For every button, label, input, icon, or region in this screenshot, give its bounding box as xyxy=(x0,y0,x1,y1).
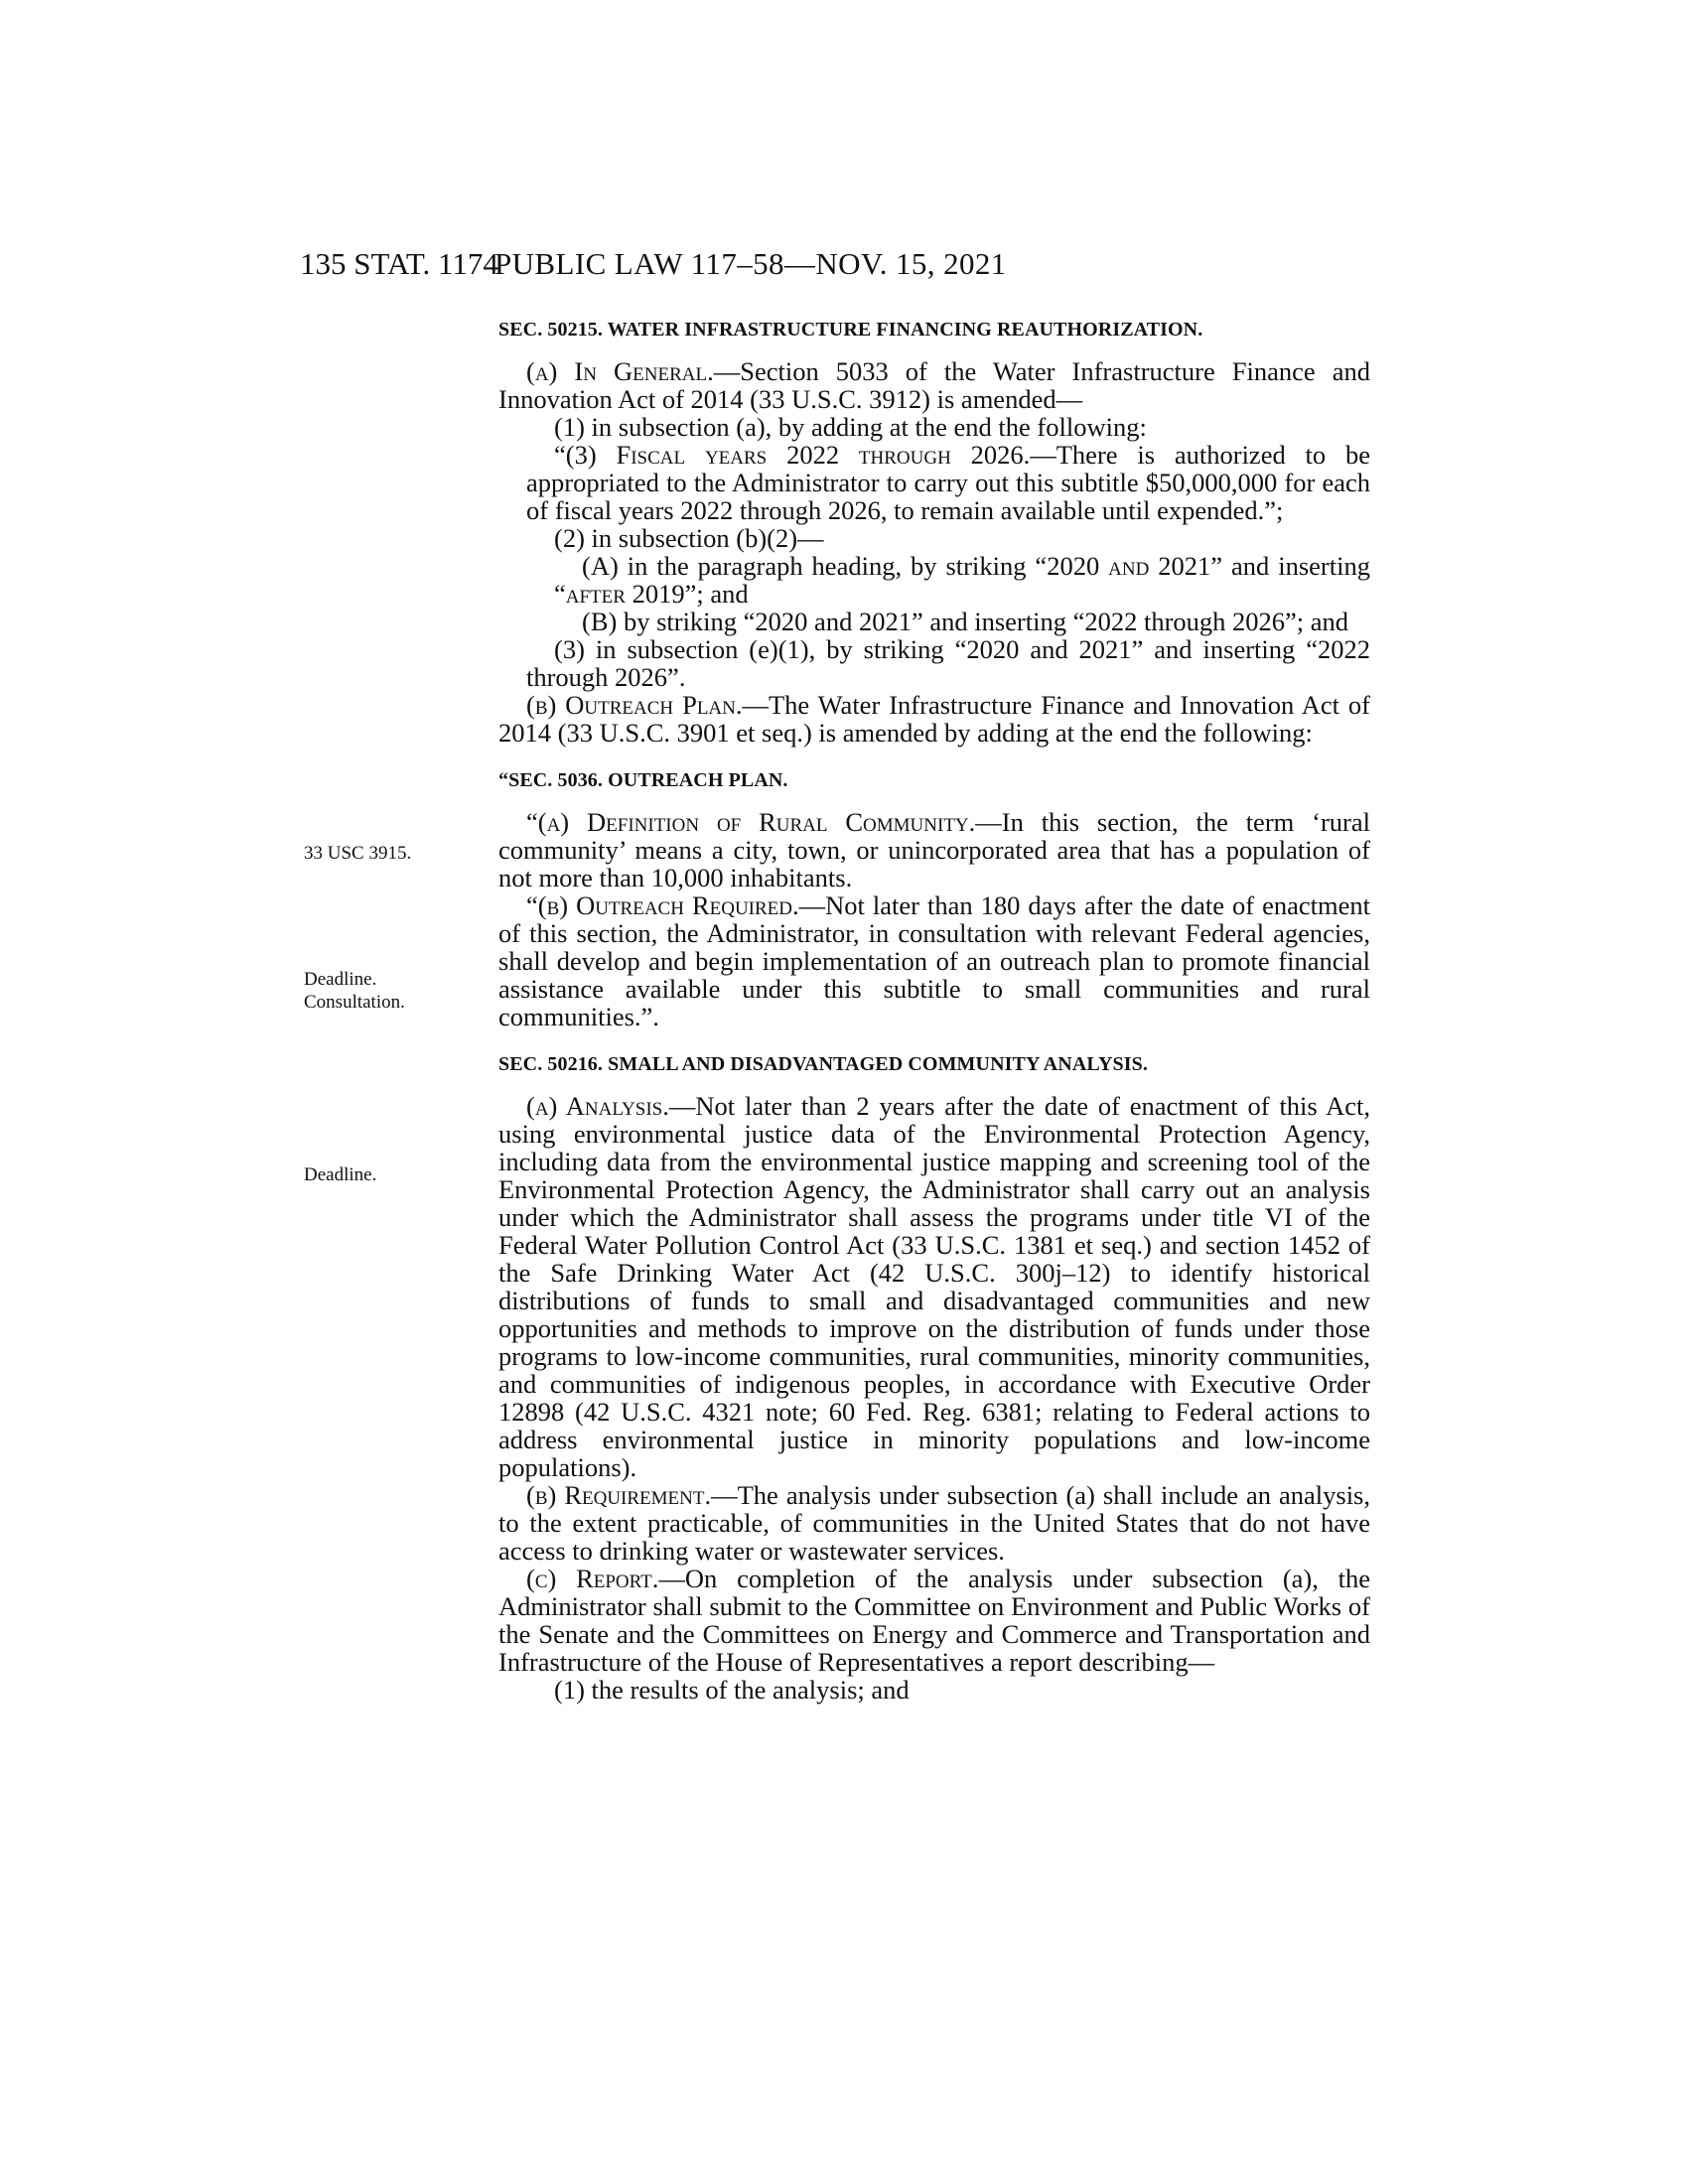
section-50216-b xyxy=(498,1481,1370,1565)
section-50215-a2: (2) in subsection (b)(2)— xyxy=(554,523,824,553)
section-50215-b xyxy=(498,691,1370,747)
public-law-title: PUBLIC LAW 117–58—NOV. 15, 2021 xyxy=(494,246,1007,281)
section-50215-a3: (3) in subsection (e)(1), by striking “2020 and 2021” and inserting “2022 through 2026”. xyxy=(526,634,1370,692)
section-50216-c1: (1) the results of the analysis; and xyxy=(554,1675,910,1705)
section-5036-a xyxy=(498,808,1370,891)
subsection-text: —Not later than 2 years after the date of enactment of this Act, using environmental justice data of the Environmental Protection Agency, including data from the environmental justice mapping and screening tool of the Environmental Protection Agency, the Administrator shall carry out an analysis under which the Administrator shall assess the programs under title VI of the Federal Water Pollution Control Act (33 U.S.C. 1381 et seq.) and section 1452 of the Safe Drinking Water Act (42 U.S.C. 300j–12) to identify historical distributions of funds to small and disadvantaged communities and new opportunities and methods to improve on the distribution of funds under those programs to low-income communities, rural communities, minority communities, and communities of indigenous peoples, in accordance with Executive Order 12898 (42 U.S.C. 4321 note; 60 Fed. Reg. 6381; relating to Federal actions to address environmental justice in minority populations and low-income populations). xyxy=(498,1091,1371,1482)
text-part: after 2019 xyxy=(565,579,685,609)
subsection-text: —The Water Infrastructure Finance and Innovation Act of 2014 (33 U.S.C. 3901 et seq.) is amended by adding at the end the following: xyxy=(498,690,1371,748)
section-50215-a2-A xyxy=(498,552,1370,608)
subsection-label: (b) Requirement. xyxy=(526,1480,712,1510)
subsection-label: “(a) Definition of Rural Community. xyxy=(526,807,976,837)
quote-text: —There is authorized to be appropriated to the Administrator to carry out this subtitle $50,000,000 for each of fiscal years 2022 through 2026, to remain available until expended.”; xyxy=(526,440,1370,525)
text-part: ” and inserting “ xyxy=(554,551,1370,609)
subsection-label: (c) Report. xyxy=(526,1564,659,1593)
subsection-text: —In this section, the term ‘rural community’ means a city, town, or unincorporated area that has a population of not more than 10,000 inhabitants. xyxy=(498,807,1370,892)
page-header xyxy=(300,246,1370,290)
subsection-label: (a) In General. xyxy=(526,356,714,386)
section-50215-a1: (1) in subsection (a), by adding at the end the following: xyxy=(554,412,1147,442)
section-5036-b xyxy=(498,891,1370,1030)
margin-note-deadline-2: Deadline. xyxy=(304,1164,377,1185)
subsection-label: (b) Outreach Plan. xyxy=(526,690,743,720)
quote-label: “(3) Fiscal years 2022 through 2026. xyxy=(554,440,1031,470)
section-50216-c xyxy=(498,1565,1370,1676)
subsection-text: —The analysis under subsection (a) shall include an analysis, to the extent practicable, of communities in the United States that do not have access to drinking water or wastewater services. xyxy=(498,1480,1370,1566)
section-heading-50216: SEC. 50216. SMALL AND DISADVANTAGED COMMUNITY ANALYSIS. xyxy=(498,1053,1148,1075)
text-part: (A) in the paragraph heading, by striking “ xyxy=(582,551,1048,581)
subsection-label: (a) Analysis. xyxy=(526,1091,669,1121)
margin-note-consultation: Consultation. xyxy=(304,992,405,1013)
page-body xyxy=(498,316,1370,1704)
section-heading-50215: SEC. 50215. WATER INFRASTRUCTURE FINANCING REAUTHORIZATION. xyxy=(498,319,1203,341)
margin-note-usc: 33 USC 3915. xyxy=(304,843,412,864)
section-50215-a xyxy=(498,357,1370,413)
subsection-label: “(b) Outreach Required. xyxy=(526,890,799,920)
section-50216-a xyxy=(498,1092,1370,1481)
text-part: ”; and xyxy=(684,579,749,609)
subsection-text: —Not later than 180 days after the date of enactment of this section, the Administrator, in consultation with relevant Federal agencies, shall develop and begin implementation of an outreach plan to promote financial assistance available under this subtitle to small communities and rural communities.”. xyxy=(498,890,1370,1031)
margin-note-deadline: Deadline. xyxy=(304,969,377,990)
statute-page-number: 135 STAT. 1174 xyxy=(300,246,498,281)
section-50215-a1-quote xyxy=(498,441,1370,524)
subsection-text: —On completion of the analysis under subsection (a), the Administrator shall submit to the Committee on Environment and Public Works of the Senate and the Committees on Energy and Commerce and Transportation and Infrastructure of the House of Representatives a report describing— xyxy=(498,1564,1371,1677)
section-heading-5036: “SEC. 5036. OUTREACH PLAN. xyxy=(498,769,788,791)
section-50215-a2-B: (B) by striking “2020 and 2021” and inserting “2022 through 2026”; and xyxy=(582,607,1349,636)
subsection-text: —Section 5033 of the Water Infrastructure Finance and Innovation Act of 2014 (33 U.S.C. 3912) is amended— xyxy=(498,356,1370,414)
text-part: 2020 and 2021 xyxy=(1047,551,1211,581)
